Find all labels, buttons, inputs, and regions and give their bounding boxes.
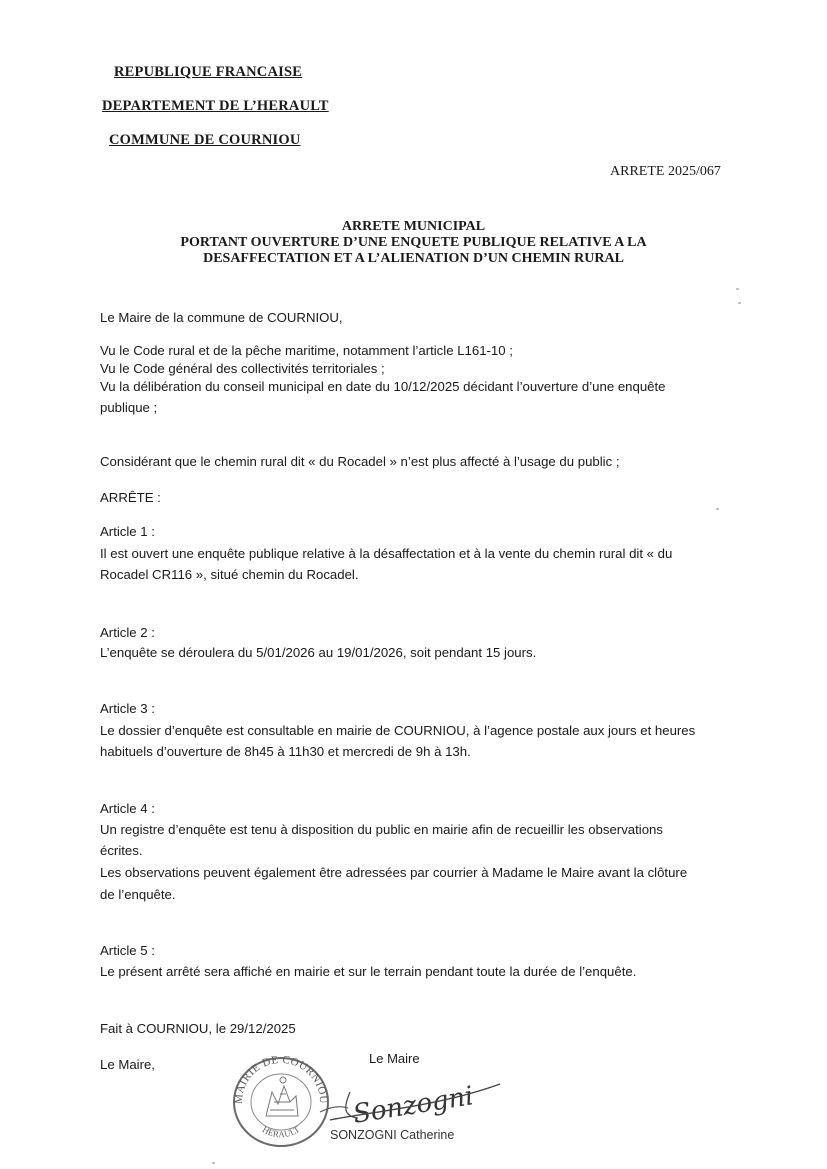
article-4-line-1: Un registre d’enquête est tenu à disposition du public en mairie afin de recueillir les observations (100, 822, 663, 837)
article-4-line-3: Les observations peuvent également être adressées par courrier à Madame le Maire avant la clôture (100, 865, 688, 880)
le-maire-right-label: Le Maire (369, 1051, 420, 1066)
title-line-2: PORTANT OUVERTURE D’UNE ENQUETE PUBLIQUE RELATIVE A LA (180, 235, 647, 250)
svg-text:HERAULT: HERAULT (260, 1124, 302, 1140)
title-line-1: ARRETE MUNICIPAL (341, 219, 486, 234)
considerant-text: Considérant que le chemin rural dit « du Rocadel » n’est plus affecté à l’usage du public ; (100, 454, 620, 469)
department-heading: DEPARTEMENT DE L’HERAULT (102, 98, 329, 114)
visa-line-1: Vu le Code rural et de la pêche maritime, notamment l’article L161-10 ; (100, 343, 513, 358)
scan-speck (212, 1162, 215, 1164)
scan-speck (738, 302, 741, 304)
article-2-label: Article 2 : (100, 625, 155, 640)
visa-line-3b: publique ; (100, 400, 158, 415)
le-maire-left-label: Le Maire, (100, 1057, 155, 1072)
title-line-3: DESAFFECTATION ET A L’ALIENATION D’UN CHEMIN RURAL (203, 251, 624, 266)
arrete-label: ARRÊTE : (100, 490, 161, 505)
scan-speck (736, 288, 739, 290)
intro-text: Le Maire de la commune de COURNIOU, (100, 310, 343, 325)
decree-reference: ARRETE 2025/067 (610, 164, 721, 179)
visa-line-3a: Vu la délibération du conseil municipal en date du 10/12/2025 décidant l’ouverture d’une enquête (100, 379, 666, 394)
svg-text:Sonzogni: Sonzogni (350, 1081, 476, 1130)
article-4-line-4: de l’enquête. (100, 887, 176, 902)
article-1-label: Article 1 : (100, 524, 155, 539)
article-4-line-2: écrites. (100, 843, 143, 858)
article-3-line-2: habituels d’ouverture de 8h45 à 11h30 et mercredi de 9h à 13h. (100, 744, 471, 759)
article-5-line-1: Le présent arrêté sera affiché en mairie et sur le terrain pendant toute la durée de l’enquête. (100, 964, 637, 979)
article-1-line-2: Rocadel CR116 », situé chemin du Rocadel. (100, 567, 359, 582)
article-5-label: Article 5 : (100, 943, 155, 958)
article-2-line-1: L’enquête se déroulera du 5/01/2026 au 19/01/2026, soit pendant 15 jours. (100, 645, 537, 660)
handwritten-signature (310, 1072, 510, 1132)
commune-heading: COMMUNE DE COURNIOU (109, 132, 301, 148)
article-3-line-1: Le dossier d’enquête est consultable en mairie de COURNIOU, à l’agence postale aux jours et heures (100, 723, 696, 738)
fait-date-text: Fait à COURNIOU, le 29/12/2025 (100, 1021, 296, 1036)
svg-text:MAIRIE DE COURNIOU: MAIRIE DE COURNIOU (232, 1053, 330, 1105)
article-1-line-1: Il est ouvert une enquête publique relative à la désaffectation et à la vente du chemin rural dit « du (100, 546, 673, 561)
visa-line-2: Vu le Code général des collectivités territoriales ; (100, 361, 385, 376)
scan-speck (716, 508, 719, 510)
republic-heading: REPUBLIQUE FRANCAISE (114, 64, 303, 80)
signatory-name: SONZOGNI Catherine (330, 1128, 455, 1142)
article-3-label: Article 3 : (100, 701, 155, 716)
article-4-label: Article 4 : (100, 801, 155, 816)
